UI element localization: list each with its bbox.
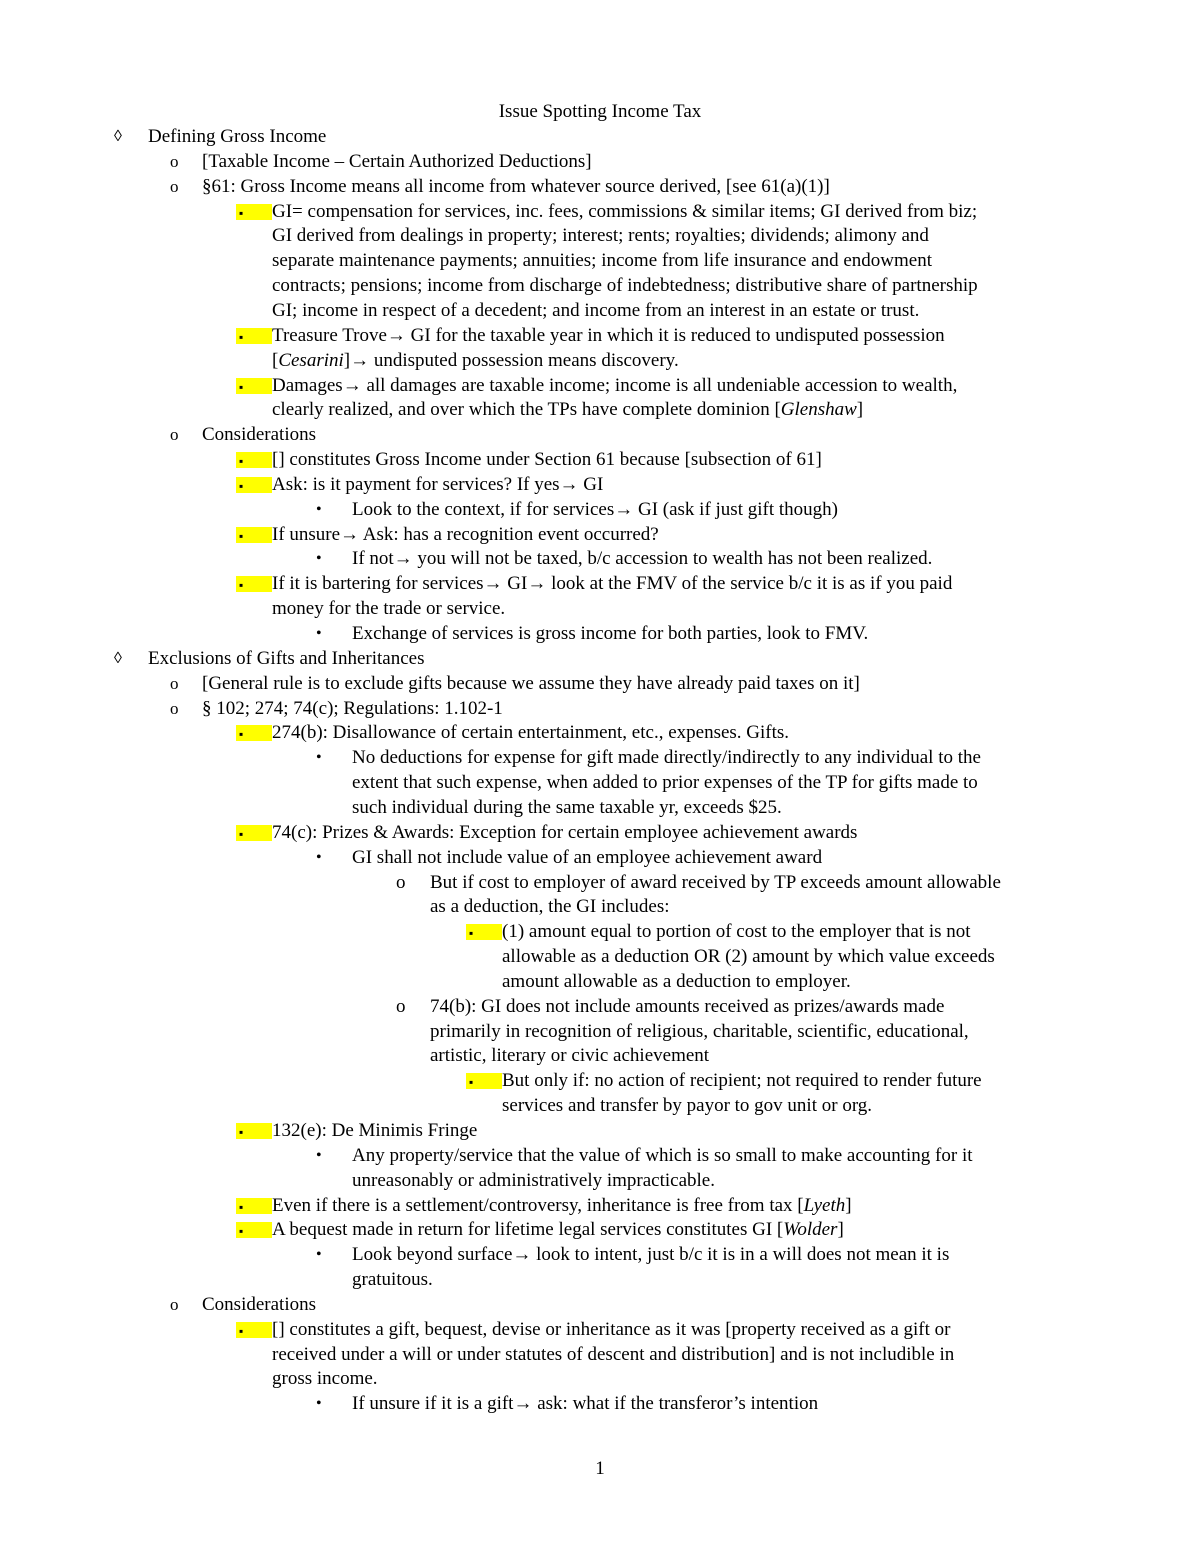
square-bullet-icon: ▪ — [236, 452, 272, 468]
dot-bullet-icon: • — [316, 625, 322, 642]
outline-item-text: received under a will or under statutes of descent and distribution] and is not includible in — [272, 1343, 955, 1365]
outline-item-text: primarily in recognition of religious, charitable, scientific, educational, — [430, 1020, 969, 1042]
outline-item-text: Exchange of services is gross income for both parties, look to FMV. — [352, 623, 869, 644]
outline-item-level-3 — [0, 720, 1200, 745]
outline-item-text: §61: Gross Income means all income from whatever source derived, [see 61(a)(1)] — [202, 175, 830, 197]
square-bullet-icon: ▪ — [466, 924, 502, 940]
outline-item-text: If it is bartering for services→ GI→ look at the FMV of the service b/c it is as if you paid — [272, 573, 953, 595]
outline-item-text: gratuitous. — [352, 1269, 433, 1291]
outline-item-text: Any property/service that the value of which is so small to make accounting for it — [352, 1144, 973, 1166]
outline-item-text: services and transfer by payor to gov unit or org. — [502, 1095, 873, 1117]
outline-item-text: If not→ you will not be taxed, b/c accession to wealth has not been realized. — [352, 548, 933, 570]
circle-bullet-icon: o — [170, 151, 179, 171]
outline-item-level-5 — [0, 870, 1200, 920]
square-bullet-icon: ▪ — [236, 204, 272, 220]
dot-bullet-icon: • — [316, 1395, 322, 1413]
outline-item-text: § 102; 274; 74(c); Regulations: 1.102-1 — [202, 697, 503, 719]
outline-item-level-3 — [0, 820, 1200, 845]
outline-item-level-3 — [0, 1217, 1200, 1242]
outline-item-level-3 — [0, 1118, 1200, 1143]
outline-item-text: Defining Gross Income — [148, 126, 327, 147]
outline-item-text: GI shall not include value of an employee achievement award — [352, 846, 823, 868]
outline-item-text: If unsure→ Ask: has a recognition event occurred? — [272, 523, 659, 545]
outline-item-text: 132(e): De Minimis Fringe — [272, 1120, 478, 1141]
outline-item-text: GI derived from dealings in property; interest; rents; royalties; dividends; alimony and — [272, 225, 929, 247]
outline-item-level-1 — [0, 124, 1200, 149]
outline-item-text: A bequest made in return for lifetime legal services constitutes GI [Wolder] — [272, 1219, 844, 1241]
circle-bullet-icon: o — [396, 995, 406, 1017]
square-bullet-icon: ▪ — [236, 576, 272, 592]
outline-item-text: GI; income in respect of a decedent; and income from an interest in an estate or trust. — [272, 299, 920, 321]
outline-item-text: Look to the context, if for services→ GI (ask if just gift though) — [352, 498, 838, 520]
outline-item-level-3 — [0, 472, 1200, 497]
outline-item-level-4 — [0, 745, 1200, 820]
square-bullet-icon: ▪ — [236, 1222, 272, 1238]
outline-item-text: GI= compensation for services, inc. fees, commissions & similar items; GI derived from biz; — [272, 200, 978, 222]
lozenge-bullet-icon: ◊ — [114, 128, 122, 145]
circle-bullet-icon: o — [170, 176, 179, 196]
outline-item-text: contracts; pensions; income from discharge of indebtedness; distributive share of partnership — [272, 275, 978, 297]
outline-item-level-2 — [0, 422, 1200, 447]
outline-item-text: such individual during the same taxable yr, exceeds $25. — [352, 796, 782, 818]
outline-item-text: 74(c): Prizes & Awards: Exception for certain employee achievement awards — [272, 821, 858, 843]
outline-item-text: (1) amount equal to portion of cost to the employer that is not — [502, 921, 971, 943]
square-bullet-icon: ▪ — [236, 1322, 272, 1338]
outline-item-level-3 — [0, 199, 1200, 323]
outline-item-text: [General rule is to exclude gifts because we assume they have already paid taxes on it] — [202, 672, 860, 694]
page-number: 1 — [595, 1458, 605, 1479]
outline-item-text: amount allowable as a deduction to employer. — [502, 970, 851, 992]
outline-item-text: Treasure Trove→ GI for the taxable year in which it is reduced to undisputed possession — [272, 324, 945, 346]
outline-item-text: clearly realized, and over which the TPs have complete dominion [Glenshaw] — [272, 399, 864, 421]
outline-item-level-2 — [0, 174, 1200, 199]
outline-item-text: unreasonably or administratively impracticable. — [352, 1169, 715, 1191]
outline-item-text: But only if: no action of recipient; not required to render future — [502, 1070, 982, 1092]
square-bullet-icon: ▪ — [236, 1123, 272, 1139]
outline-item-level-4 — [0, 1391, 1200, 1416]
outline-item-text: Considerations — [202, 1293, 316, 1315]
square-bullet-icon: ▪ — [466, 1073, 502, 1089]
square-bullet-icon: ▪ — [236, 378, 272, 394]
dot-bullet-icon: • — [316, 848, 322, 866]
square-bullet-icon: ▪ — [236, 477, 272, 493]
outline-item-level-3 — [0, 1317, 1200, 1392]
outline-item-level-4 — [0, 1242, 1200, 1292]
outline-item-level-3 — [0, 1193, 1200, 1218]
outline-item-text: allowable as a deduction OR (2) amount by which value exceeds — [502, 946, 995, 968]
outline-item-level-4 — [0, 621, 1200, 646]
circle-bullet-icon: o — [170, 425, 179, 445]
outline-item-level-2 — [0, 1292, 1200, 1317]
outline-item-text: Ask: is it payment for services? If yes→ GI — [272, 473, 604, 495]
dot-bullet-icon: • — [316, 1246, 322, 1264]
outline-item-text: as a deduction, the GI includes: — [430, 896, 670, 918]
square-bullet-icon: ▪ — [236, 825, 272, 841]
outline-item-text: If unsure if it is a gift→ ask: what if the transferor’s intention — [352, 1393, 819, 1415]
outline-item-text: No deductions for expense for gift made directly/indirectly to any individual to the — [352, 747, 981, 769]
outline-item-level-3 — [0, 522, 1200, 547]
outline-item-text: Even if there is a settlement/controversy, inheritance is free from tax [Lyeth] — [272, 1194, 852, 1216]
square-bullet-icon: ▪ — [236, 527, 272, 543]
square-bullet-icon: ▪ — [236, 1198, 272, 1214]
outline-item-level-1 — [0, 646, 1200, 671]
outline-item-text: [Cesarini]→ undisputed possession means discovery. — [272, 349, 679, 371]
dot-bullet-icon: • — [316, 749, 322, 767]
outline-item-text: Exclusions of Gifts and Inheritances — [148, 647, 425, 669]
circle-bullet-icon: o — [170, 673, 179, 693]
circle-bullet-icon: o — [396, 871, 406, 893]
lozenge-bullet-icon: ◊ — [114, 649, 122, 667]
square-bullet-icon: ▪ — [236, 328, 272, 344]
outline-item-text: separate maintenance payments; annuities; income from life insurance and endowment — [272, 250, 933, 272]
circle-bullet-icon: o — [170, 1294, 179, 1314]
outline-item-level-2 — [0, 696, 1200, 721]
outline-item-text: 74(b): GI does not include amounts received as prizes/awards made — [430, 995, 945, 1017]
outline-item-text: [] constitutes a gift, bequest, devise or inheritance as it was [property received as a gift or — [272, 1318, 951, 1340]
outline-item-level-4 — [0, 1143, 1200, 1193]
square-bullet-icon: ▪ — [236, 725, 272, 741]
outline-item-text: 274(b): Disallowance of certain entertainment, etc., expenses. Gifts. — [272, 722, 790, 744]
dot-bullet-icon: • — [316, 550, 322, 568]
outline-item-text: But if cost to employer of award received by TP exceeds amount allowable — [430, 871, 1001, 893]
outline-item-level-3 — [0, 323, 1200, 373]
dot-bullet-icon: • — [316, 500, 322, 518]
outline-item-level-4 — [0, 845, 1200, 870]
outline-item-text: extent that such expense, when added to prior expenses of the TP for gifts made to — [352, 772, 978, 794]
outline-item-level-6 — [0, 1068, 1200, 1118]
outline-item-text: Look beyond surface→ look to intent, just b/c it is in a will does not mean it is — [352, 1244, 950, 1266]
outline-item-level-3 — [0, 571, 1200, 621]
outline-item-level-3 — [0, 447, 1200, 472]
outline-item-text: Damages→ all damages are taxable income; income is all undeniable accession to wealth, — [272, 374, 958, 396]
page-title: Issue Spotting Income Tax — [498, 101, 702, 122]
outline-item-level-6 — [0, 919, 1200, 994]
outline-item-text: [Taxable Income – Certain Authorized Deductions] — [202, 150, 592, 172]
outline-item-text: [] constitutes Gross Income under Section 61 because [subsection of 61] — [272, 449, 822, 471]
outline-item-text: Considerations — [202, 424, 316, 446]
outline-item-level-4 — [0, 546, 1200, 571]
outline-item-level-4 — [0, 497, 1200, 522]
outline-item-level-2 — [0, 149, 1200, 174]
outline-item-text: gross income. — [272, 1368, 378, 1390]
outline-item-text: money for the trade or service. — [272, 598, 506, 620]
circle-bullet-icon: o — [170, 698, 179, 718]
dot-bullet-icon: • — [316, 1146, 322, 1164]
outline-item-level-3 — [0, 373, 1200, 423]
outline-item-text: artistic, literary or civic achievement — [430, 1045, 710, 1067]
outline-item-level-5 — [0, 994, 1200, 1069]
outline-item-level-2 — [0, 671, 1200, 696]
